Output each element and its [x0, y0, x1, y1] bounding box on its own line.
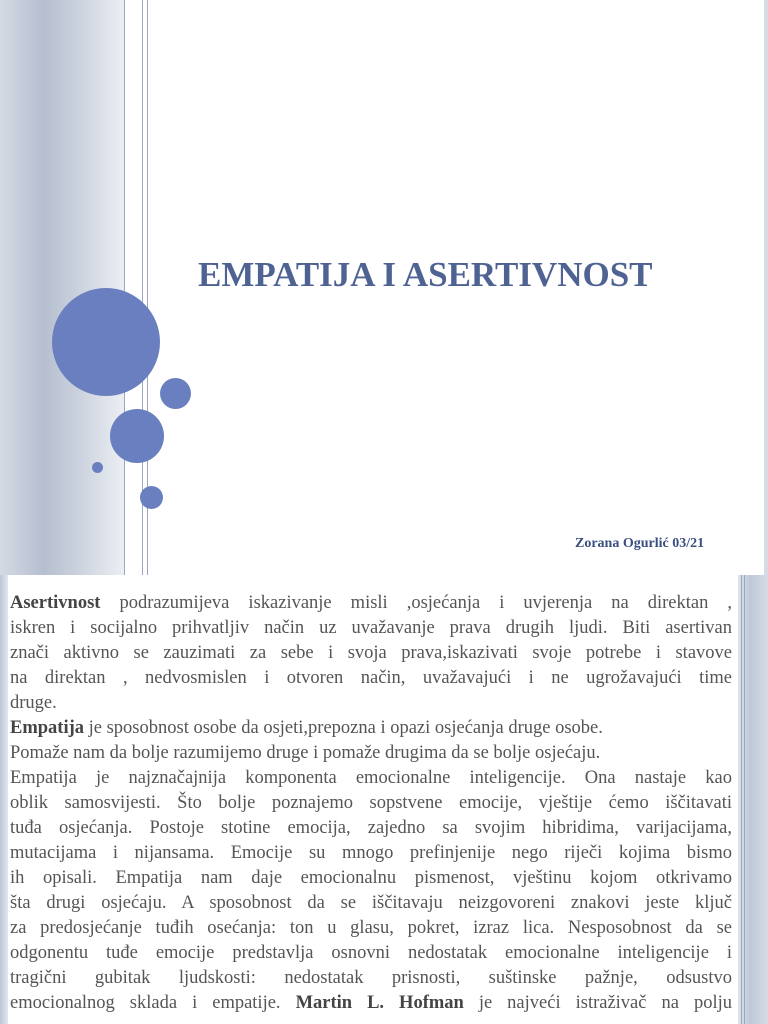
term-asertivnost: Asertivnost	[10, 593, 101, 613]
decorative-line	[124, 0, 125, 575]
author-label: Zorana Ogurlić 03/21	[575, 536, 705, 551]
text-line: na direktan , nedvosmislen i otvoren način, uvažavajući i ne ugrožavajući time	[10, 668, 732, 688]
name-martin-hofman: Martin L. Hofman	[295, 993, 464, 1013]
content-slide	[0, 575, 768, 1024]
decorative-circle-large	[52, 288, 160, 396]
decorative-circle-small	[140, 486, 163, 509]
text-line: Asertivnost podrazumijeva iskazivanje misli ,osjećanja i uvjerenja na direktan ,	[10, 593, 732, 613]
text-line: odgonentu tuđe emocije predstavlja osnovni nedostatak emocionalne inteligencije i	[10, 943, 732, 963]
text-line: ih opisali. Empatija nam daje emocionalnu pismenost, vještinu kojom otkrivamo	[10, 868, 732, 888]
decorative-circle-small	[160, 378, 191, 409]
decorative-line	[741, 575, 742, 1024]
left-edge-band	[0, 575, 8, 1024]
text-line: tragični gubitak ljudskosti: nedostatak prisnosti, suštinske pažnje, odsustvo	[10, 968, 732, 988]
text-line: mutacijama i nijansama. Emocije su mnogo prefinjenije nego riječi kojima bismo	[10, 843, 732, 863]
text-line: za predosjećanje tuđih osećanja: ton u glasu, pokret, izraz lica. Nesposobnost da se	[10, 918, 732, 938]
term-empatija: Empatija	[10, 718, 84, 738]
text-line: emocionalnog sklada i empatije. Martin L. Hofman je najveći istraživač na polju	[10, 993, 732, 1013]
paragraph-assertiveness	[10, 591, 732, 716]
text-line: Empatija je najznačajnija komponenta emocionalne inteligencije. Ona nastaje kao	[10, 768, 732, 788]
paragraph-empathy	[10, 716, 732, 1016]
decorative-line	[744, 575, 745, 1024]
text-line: znači aktivno se zauzimati za sebe i svoja prava,iskazivati svoje potrebe i stavove	[10, 643, 732, 663]
decorative-circle-tiny	[92, 462, 103, 473]
decorative-side-band	[738, 575, 768, 1024]
text-line: druge.	[10, 693, 57, 713]
text-line: šta drugi osjećaju. A sposobnost da se iščitavaju neizgovoreni znakovi jeste ključ	[10, 893, 732, 913]
body-text	[10, 591, 732, 1016]
text-line: iskren i socijalno prihvatljiv način uz uvažavanje prava drugih ljudi. Biti asertivan	[10, 618, 732, 638]
right-edge-band	[764, 0, 768, 575]
text-line: Pomaže nam da bolje razumijemo druge i pomaže drugima da se bolje osjećaju.	[10, 743, 601, 763]
slide-title: EMPATIJA I ASERTIVNOST	[198, 255, 653, 294]
text-line: tuđa osjećanja. Postoje stotine emocija, zajedno sa svojim hibridima, varijacijama,	[10, 818, 732, 838]
text-line: Empatija je sposobnost osobe da osjeti,prepozna i opazi osjećanja druge osobe.	[10, 718, 603, 738]
decorative-circle-medium	[110, 409, 164, 463]
text-line: oblik samosvijesti. Što bolje poznajemo sopstvene emocije, vještije ćemo iščitavati	[10, 793, 732, 813]
